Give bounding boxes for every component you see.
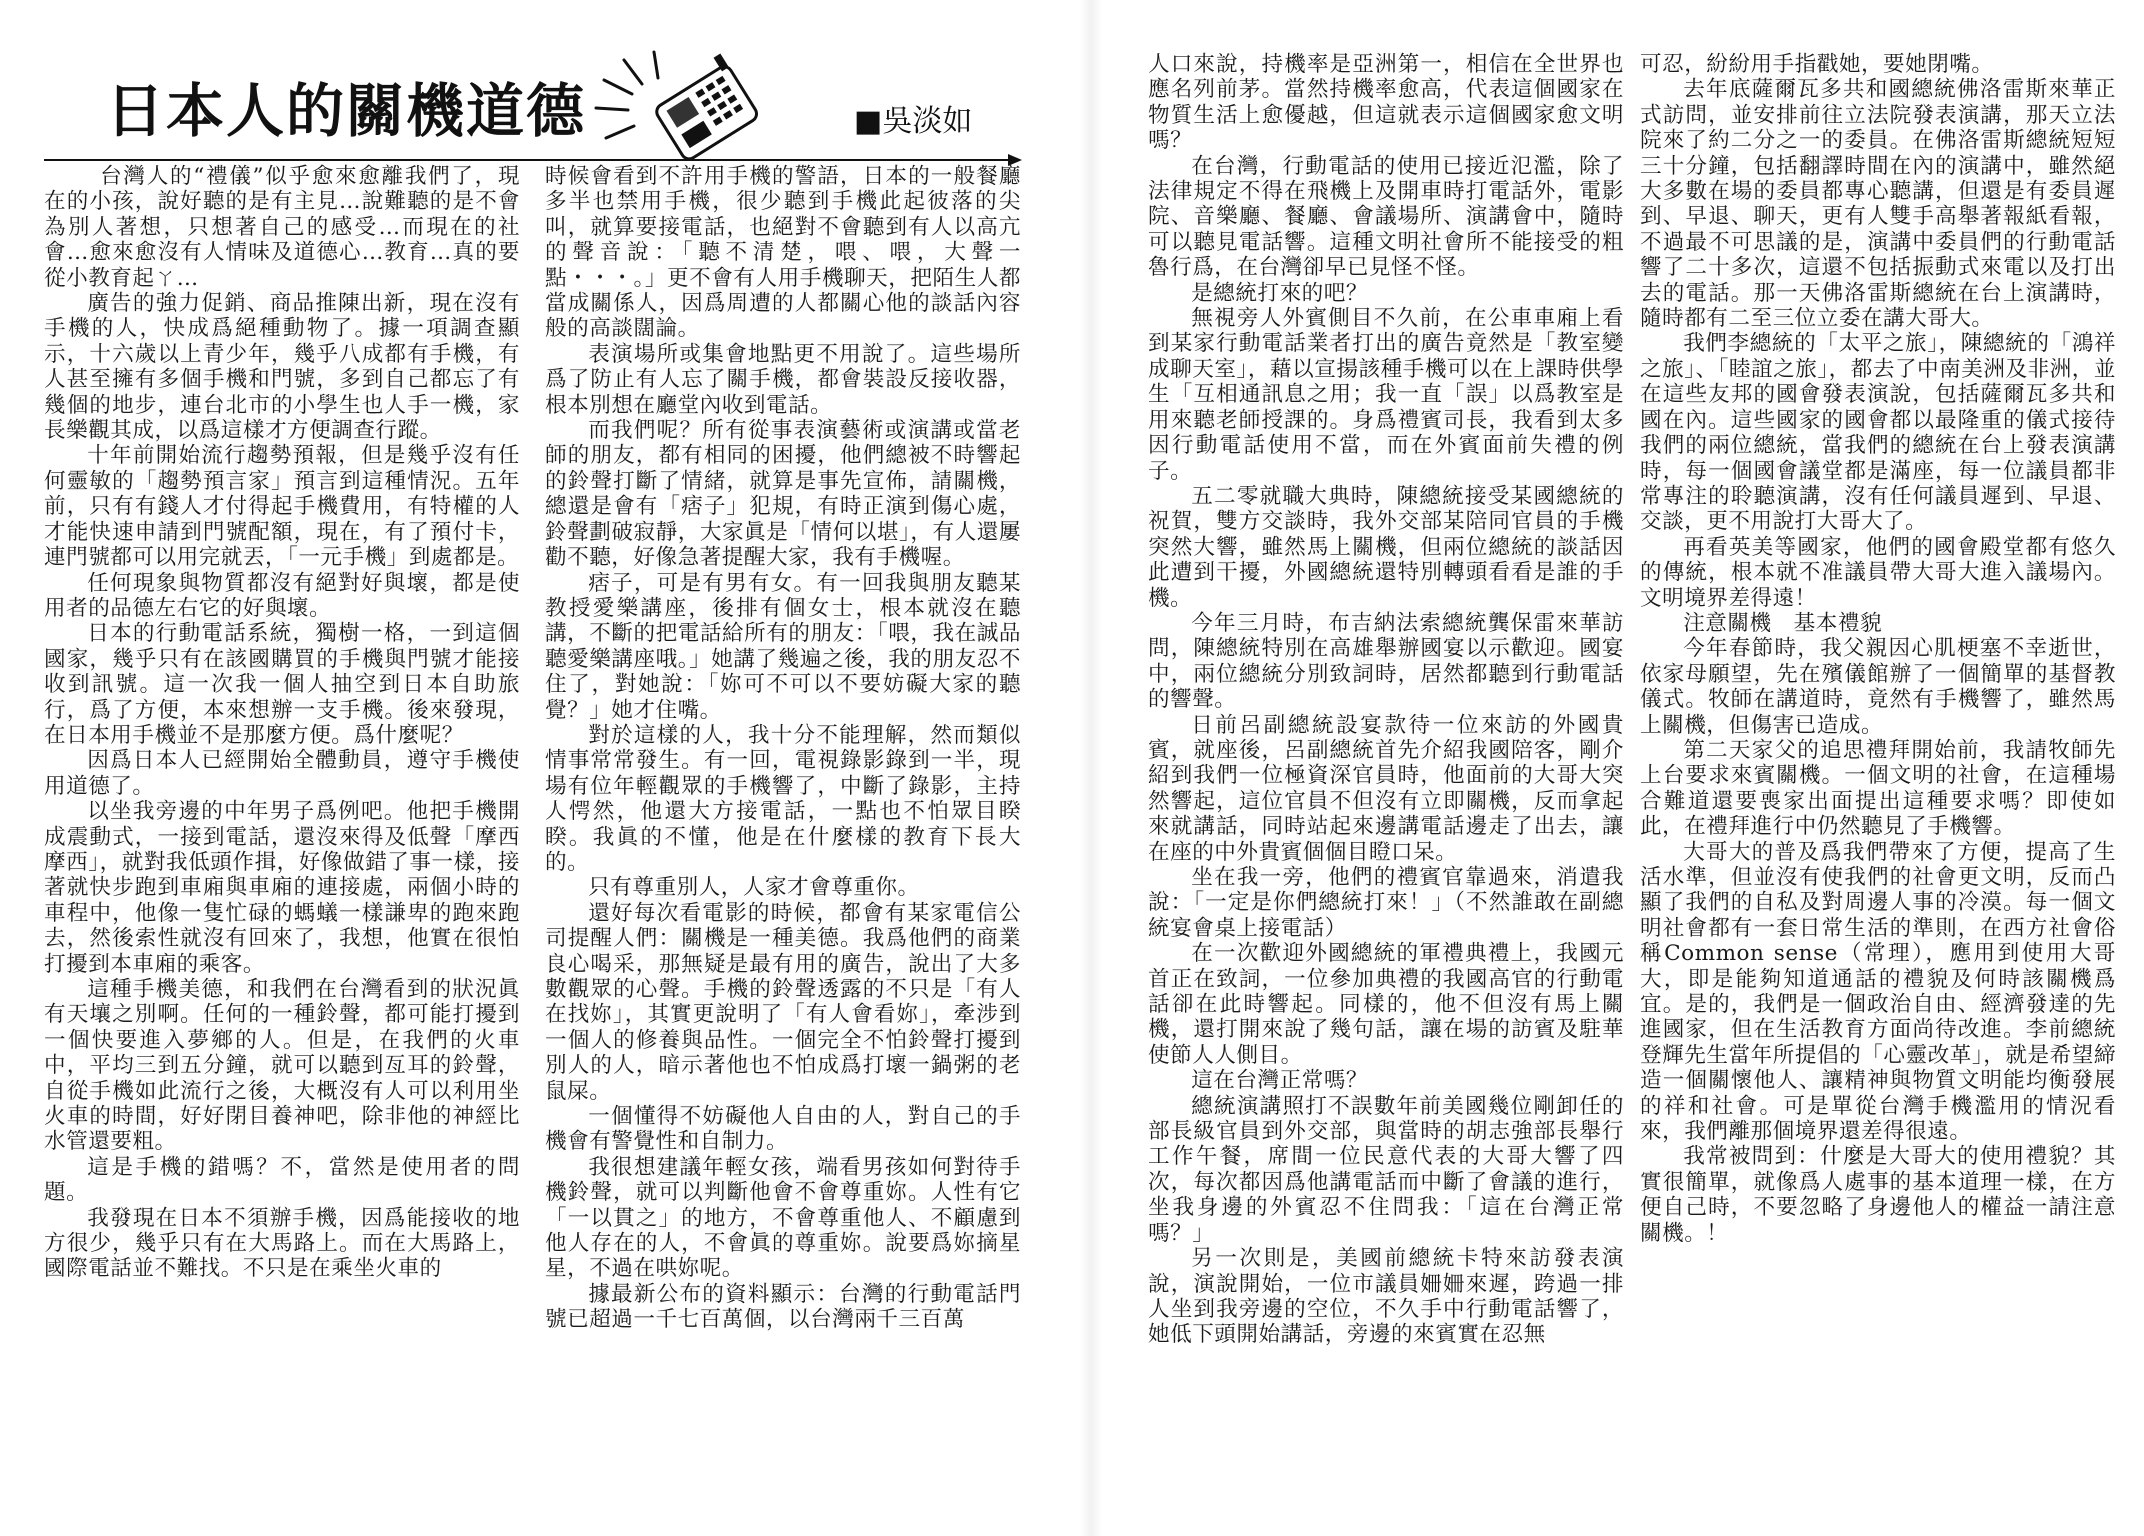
paragraph: 還好每次看電影的時候，都會有某家電信公司提醒人們：關機是一種美德。我爲他們的商業良心喝采，那無疑是最有用的廣告，說出了大多數觀眾的心聲。手機的鈴聲透露的不只是「有人在找妳」，其實更說明了「有人會看妳」，牽涉到一個人的修養與品性。一個完全不怕鈴聲打擾到別人的人，暗示著他也不怕成爲打壞一鍋粥的老鼠屎。 xyxy=(545,900,1021,1104)
paragraph: 廣告的強力促銷、商品推陳出新，現在沒有手機的人，快成爲絕種動物了。據一項調查顯示，十六歲以上青少年，幾乎八成都有手機，有人甚至擁有多個手機和門號，多到自己都忘了有幾個的地步，連台北市的小學生也人手一機，家長樂觀其成，以爲這樣才方便調查行蹤。 xyxy=(44,291,520,444)
paragraph: 時候會看到不許用手機的警語，日本的一般餐廳多半也禁用手機，很少聽到手機此起彼落的尖叫，就算要接電話，也絕對不會聽到有人以高亢的聲音說：「聽不清楚，喂、喂，大聲一點・・・。」更不會有人用手機聊天，把陌生人都當成關係人，因爲周遭的人都關心他的談話內容般的高談闊論。 xyxy=(545,164,1021,342)
paragraph: 總統演講照打不誤數年前美國幾位剛卸任的部長級官員到外交部，與當時的胡志強部長舉行工作午餐，席間一位民意代表的大哥大響了四次，每次都因爲他講電話而中斷了會議的進行，坐我身邊的外賓忍不住問我：「這在台灣正常嗎？」 xyxy=(1148,1093,1624,1246)
paragraph: 而我們呢？所有從事表演藝術或演講或當老師的朋友，都有相同的困擾，他們總被不時響起的鈴聲打斷了情緒，就算是事先宣佈，請關機，總還是會有「痞子」犯規，有時正演到傷心處，鈴聲劃破寂靜，大家眞是「情何以堪」，有人還屢勸不聽，好像急著提醒大家，我有手機喔。 xyxy=(545,418,1021,571)
right-page xyxy=(1110,0,2144,1536)
paragraph: 人口來說，持機率是亞洲第一，相信在全世界也應名列前茅。當然持機率愈高，代表這個國家在物質生活上愈優越，但這就表示這個國家愈文明嗎？ xyxy=(1148,52,1624,154)
text-column-4 xyxy=(1640,52,2116,1246)
article-author: ■吳淡如 xyxy=(854,104,973,139)
paragraph: 在台灣，行動電話的使用已接近氾濫，除了法律規定不得在飛機上及開車時打電話外，電影院、音樂廳、餐廳、會議場所、演講會中，隨時可以聽見電話響。這種文明社會所不能接受的粗魯行爲，在台灣卻早已見怪不怪。 xyxy=(1148,153,1624,281)
paragraph: 任何現象與物質都沒有絕對好與壞，都是使用者的品德左右它的好與壞。 xyxy=(44,570,520,621)
paragraph: 這種手機美德，和我們在台灣看到的狀況眞有天壤之別啊。任何的一種鈴聲，都可能打擾到一個快要進入夢鄉的人。但是，在我們的火車中，平均三到五分鐘，就可以聽到亙耳的鈴聲，自從手機如此流行之後，大概沒有人可以利用坐火車的時間，好好閉目養神吧，除非他的神經比水管還要粗。 xyxy=(44,977,520,1155)
paragraph: 一個懂得不妨礙他人自由的人，對自己的手機會有警覺性和自制力。 xyxy=(545,1104,1021,1155)
paragraph: 我很想建議年輕女孩，端看男孩如何對待手機鈴聲，就可以判斷他會不會尊重妳。人性有它「一以貫之」的地方，不會尊重他人、不顧慮到他人存在的人，不會眞的尊重妳。說要爲妳摘星星，不過在哄妳呢。 xyxy=(545,1154,1021,1282)
paragraph: 無視旁人外賓側目不久前，在公車車廂上看到某家行動電話業者打出的廣告竟然是「教室變成聊天室」，藉以宣揚該種手機可以在上課時供學生「互相通訊息之用；我一直「誤」以爲教室是用來聽老師授課的。身爲禮賓司長，我看到太多因行動電話使用不當，而在外賓面前失禮的例子。 xyxy=(1148,306,1624,484)
paragraph: 今年三月時，布吉納法索總統龔保雷來華訪問，陳總統特別在高雄舉辦國宴以示歡迎。國宴中，兩位總統分別致詞時，居然都聽到行動電話的響聲。 xyxy=(1148,610,1624,713)
paragraph: 在一次歡迎外國總統的軍禮典禮上，我國元首正在致詞，一位參加典禮的我國高官的行動電話卻在此時響起。同樣的，他不但沒有馬上關機，還打開來說了幾句話，讓在場的訪賓及駐華使節人人側目。 xyxy=(1148,941,1624,1068)
paragraph: 可忍，紛紛用手指戳她，要她閉嘴。 xyxy=(1640,52,1994,77)
subheading: 注意關機 基本禮貌 xyxy=(1683,610,1883,636)
page-fold xyxy=(1080,0,1102,1536)
paragraph: 我常被問到：什麼是大哥大的使用禮貌？其實很簡單，就像爲人處事的基本道理一樣，在方便自己時，不要忽略了身邊他人的權益一請注意關機。！ xyxy=(1640,1144,2116,1246)
paragraph: 第二天家父的追思禮拜開始前，我請牧師先上台要求來賓關機。一個文明的社會，在這種場合難道還要喪家出面提出這種要求嗎？即使如此，在禮拜進行中仍然聽見了手機響。 xyxy=(1640,737,2116,840)
text-column-3 xyxy=(1148,52,1624,1348)
paragraph: 我們李總統的「太平之旅」，陳總統的「鴻祥之旅」、「睦誼之旅」，都去了中南美洲及非洲，並在這些友邦的國會發表演說，包括薩爾瓦多共和國在內。這些國家的國會都以最隆重的儀式接待我們的兩位總統，當我們的總統在台上發表演講時，每一個國會議堂都是滿座，每一位議員都非常專注的聆聽演講，沒有任何議員遲到、早退、交談，更不用說打大哥大了。 xyxy=(1640,331,2116,535)
subheading: 這在台灣正常嗎？ xyxy=(1191,1068,1368,1094)
paragraph: 五二零就職大典時，陳總統接受某國總統的祝賀，雙方交談時，我外交部某陪同官員的手機突然大響，雖然馬上關機，但兩位總統的談話因此遭到干擾，外國總統還特別轉頭看看是誰的手機。 xyxy=(1148,483,1624,611)
text-column-1 xyxy=(44,164,520,1282)
paragraph: 以坐我旁邊的中年男子爲例吧。他把手機開成震動式，一接到電話，還沒來得及低聲「摩西摩西」，就對我低頭作揖，好像做錯了事一樣，接著就快步跑到車廂與車廂的連接處，兩個小時的車程中，他像一隻忙碌的螞蟻一樣謙卑的跑來跑去，然後索性就沒有回來了，我想，他實在很怕打擾到本車廂的乘客。 xyxy=(44,799,520,977)
paragraph: 去年底薩爾瓦多共和國總統佛洛雷斯來華正式訪問，並安排前往立法院發表演講，那天立法院來了約二分之一的委員。在佛洛雷斯總統短短三十分鐘，包括翻譯時間在內的演講中，雖然絕大多數在場的委員都專心聽講，但還是有委員遲到、早退、聊天，更有人雙手高舉著報紙看報，不過最不可思議的是，演講中委員們的行動電話響了二十多次，這還不包括振動式來電以及打出去的電話。那一天佛洛雷斯總統在台上演講時，隨時都有二至三位立委在講大哥大。 xyxy=(1640,77,2116,332)
paragraph: 我發現在日本不須辦手機，因爲能接收的地方很少，幾乎只有在大馬路上。而在大馬路上，國際電話並不難找。不只是在乘坐火車的 xyxy=(44,1205,520,1282)
paragraph: 只有尊重別人，人家才會尊重你。 xyxy=(588,875,920,901)
paragraph: 痞子，可是有男有女。有一回我與朋友聽某教授愛樂講座，後排有個女士，根本就沒在聽講，不斷的把電話給所有的朋友：「喂，我在誠品聽愛樂講座哦。」她講了幾遍之後，我的朋友忍不住了，對她說：「妳可不可以不要妨礙大家的聽覺？」她才住嘴。 xyxy=(545,570,1021,723)
text-column-2 xyxy=(545,164,1021,1333)
paragraph: 表演場所或集會地點更不用說了。這些場所爲了防止有人忘了關手機，都會裝設反接收器，根本別想在廳堂內收到電話。 xyxy=(545,341,1021,418)
subheading: 是總統打來的吧？ xyxy=(1191,280,1368,306)
paragraph: 另一次則是，美國前總統卡特來訪發表演說，演說開始，一位市議員姍姍來遲，跨過一排人坐到我旁邊的空位，不久手中行動電話響了，她低下頭開始講話，旁邊的來賓實在忍無 xyxy=(1148,1246,1624,1348)
paragraph: 坐在我一旁，他們的禮賓官靠過來，消遣我說：「一定是你們總統打來！」（不然誰敢在副總統宴會桌上接電話） xyxy=(1148,865,1624,941)
article-header xyxy=(44,60,1034,152)
paragraph: 這是手機的錯嗎？不，當然是使用者的問題。 xyxy=(44,1154,520,1206)
paragraph: 據最新公布的資料顯示：台灣的行動電話門號已超過一千七百萬個，以台灣兩千三百萬 xyxy=(545,1281,1021,1333)
paragraph: 日本的行動電話系統，獨樹一格，一到這個國家，幾乎只有在該國購買的手機與門號才能接收到訊號。這一次我一個人抽空到日本自助旅行，爲了方便，本來想辦一支手機。後來發現，在日本用手機並不是那麼方便。爲什麼呢？ xyxy=(44,621,520,748)
article-title: 日本人的關機道德 xyxy=(106,77,587,145)
paragraph: 大哥大的普及爲我們帶來了方便，提高了生活水準，但並沒有使我們的社會更文明，反而凸顯了我們的自私及對周邊人事的冷漠。每一個文明社會都有一套日常生活的準則，在西方社會俗稱Common sense（常理），應用到使用大哥大，即是能夠知道通話的禮貌及何時該關機爲宜。是的，我們是一個政治自由、經濟發達的先進國家，但在生活教育方面尚待改進。李前總統登輝先生當年所提倡的「心靈改革」，就是希望締造一個關懷他人、讓精神與物質文明能均衡發展的祥和社會。可是單從台灣手機濫用的情況看來，我們離那個境界還差得很遠。 xyxy=(1640,839,2116,1145)
paragraph: 今年春節時，我父親因心肌梗塞不幸逝世，依家母願望，先在殯儀館辦了一個簡單的基督教儀式。牧師在講道時，竟然有手機響了，雖然馬上關機，但傷害已造成。 xyxy=(1640,636,2116,738)
paragraph: 日前呂副總統設宴款待一位來訪的外國貴賓，就座後，呂副總統首先介紹我國陪客，剛介紹到我們一位極資深官員時，他面前的大哥大突然響起，這位官員不但沒有立即關機，反而拿起來就講話，同時站起來邊講電話邊走了出去，讓在座的中外貴賓個個目瞪口呆。 xyxy=(1148,712,1624,865)
paragraph: 台灣人的“禮儀”似乎愈來愈離我們了，現在的小孩，說好聽的是有主見…說難聽的是不會為別人著想，只想著自己的感受…而現在的社會…愈來愈沒有人情味及道德心…教育…真的要從小教育起ㄚ… xyxy=(44,164,520,291)
paragraph: 對於這樣的人，我十分不能理解，然而類似情事常常發生。有一回，電視錄影錄到一半，現場有位年輕觀眾的手機響了，中斷了錄影，主持人愕然，他還大方接電話，一點也不怕眾目睽睽。我眞的不懂，他是在什麼樣的教育下長大的。 xyxy=(545,722,1021,875)
paragraph: 再看英美等國家，他們的國會殿堂都有悠久的傳統，根本就不准議員帶大哥大進入議場內。文明境界差得遠！ xyxy=(1640,534,2116,611)
paragraph: 十年前開始流行趨勢預報，但是幾乎沒有任何靈敏的「趨勢預言家」預言到這種情況。五年前，只有有錢人才付得起手機費用，有特權的人才能快速申請到門號配額，現在，有了預付卡，連門號都可以用完就丟，「一元手機」到處都是。 xyxy=(44,443,520,571)
paragraph: 因爲日本人已經開始全體動員，遵守手機使用道德了。 xyxy=(44,748,520,799)
